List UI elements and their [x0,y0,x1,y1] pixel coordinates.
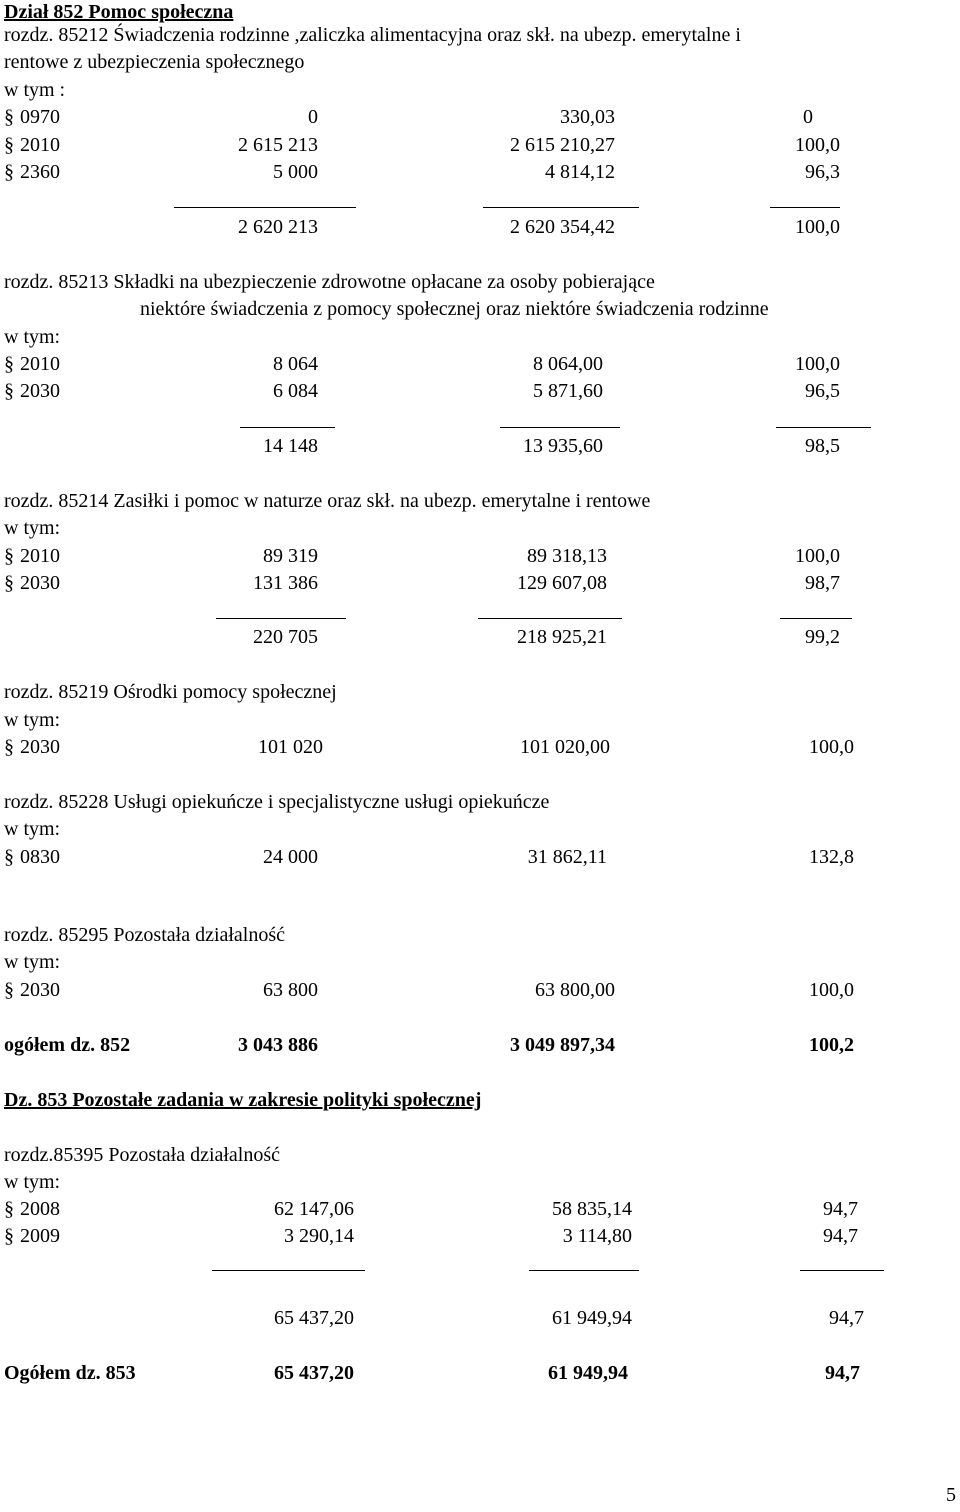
in-which-label: w tym: [4,517,61,539]
percent-cell: 100,0 [809,979,854,1001]
chapter-85213-title-cont: niektóre świadczenia z pomocy społecznej oraz niektóre świadczenia rodzinne [140,298,769,320]
chapter-85212-title: rozdz. 85212 Świadczenia rodzinne ,zaliczka alimentacyjna oraz skł. na ubezp. emerytalne i [4,24,741,46]
paragraph-symbol: § [4,134,14,156]
paragraph-symbol: § [4,1225,14,1247]
plan-cell: 24 000 [263,846,318,868]
execution-cell: 31 862,11 [527,846,607,868]
plan-cell: 89 319 [263,545,318,567]
in-which-label: w tym: [4,709,61,731]
percent-total: 100,0 [795,216,840,238]
paragraph-symbol: § [4,380,14,402]
plan-cell: 3 290,14 [284,1225,354,1247]
in-which-label: w tym: [4,818,61,840]
paragraph-symbol: § [4,1198,14,1220]
execution-total: 13 935,60 [523,435,603,457]
chapter-85228-title: rozdz. 85228 Usługi opiekuńcze i specjalistyczne usługi opiekuńcze [4,791,550,813]
percent-cell: 96,3 [805,161,840,183]
chapter-85212-title-cont: rentowe z ubezpieczenia społecznego [4,51,305,73]
sum-rule [483,207,639,208]
code-cell: 2030 [20,380,60,402]
execution-cell: 8 064,00 [533,353,603,375]
execution-cell: 5 871,60 [533,380,603,402]
sum-rule [216,618,346,619]
percent-grand-total: 94,7 [825,1362,860,1384]
percent-cell: 100,0 [795,134,840,156]
percent-cell: 98,7 [805,572,840,594]
execution-cell: 3 114,80 [562,1225,632,1247]
paragraph-symbol: § [4,353,14,375]
paragraph-symbol: § [4,979,14,1001]
plan-total: 2 620 213 [238,216,318,238]
percent-total: 99,2 [805,626,840,648]
code-cell: 2010 [20,134,60,156]
paragraph-symbol: § [4,736,14,758]
sum-rule [800,1270,884,1271]
code-cell: 0830 [20,846,60,868]
execution-cell: 129 607,08 [517,572,607,594]
plan-cell: 63 800 [263,979,318,1001]
execution-cell: 89 318,13 [527,545,607,567]
percent-cell: 94,7 [823,1198,858,1220]
paragraph-symbol: § [4,106,14,128]
execution-grand-total: 61 949,94 [548,1362,628,1384]
in-which-label: w tym: [4,1171,61,1193]
execution-cell: 2 615 210,27 [510,134,615,156]
sum-rule [780,618,852,619]
plan-cell: 5 000 [273,161,318,183]
sum-rule [212,1270,365,1271]
execution-cell: 330,03 [560,106,615,128]
paragraph-symbol: § [4,545,14,567]
chapter-85395-title: rozdz.85395 Pozostała działalność [4,1144,281,1166]
in-which-label: w tym : [4,79,66,101]
plan-cell: 2 615 213 [238,134,318,156]
sum-rule [240,427,335,428]
percent-cell: 132,8 [809,846,854,868]
plan-grand-total: 3 043 886 [238,1034,318,1056]
execution-cell: 58 835,14 [552,1198,632,1220]
page-number: 5 [946,1484,956,1506]
grand-total-label: ogółem dz. 852 [4,1034,131,1056]
code-cell: 2030 [20,572,60,594]
sum-rule [478,618,622,619]
code-cell: 2008 [20,1198,60,1220]
percent-total: 98,5 [805,435,840,457]
plan-cell: 6 084 [273,380,318,402]
chapter-85213-title: rozdz. 85213 Składki na ubezpieczenie zdrowotne opłacane za osoby pobierające [4,271,655,293]
code-cell: 2030 [20,736,60,758]
in-which-label: w tym: [4,326,61,348]
percent-total: 94,7 [829,1307,864,1329]
chapter-85219-title: rozdz. 85219 Ośrodki pomocy społecznej [4,681,337,703]
code-cell: 2030 [20,979,60,1001]
percent-cell: 100,0 [809,736,854,758]
code-cell: 2010 [20,353,60,375]
plan-grand-total: 65 437,20 [274,1362,354,1384]
percent-grand-total: 100,2 [809,1034,854,1056]
section-heading-853: Dz. 853 Pozostałe zadania w zakresie polityki społecznej [4,1089,482,1111]
plan-cell: 62 147,06 [274,1198,354,1220]
paragraph-symbol: § [4,572,14,594]
execution-total: 61 949,94 [552,1307,632,1329]
chapter-85295-title: rozdz. 85295 Pozostała działalność [4,924,286,946]
paragraph-symbol: § [4,161,14,183]
chapter-85214-title: rozdz. 85214 Zasiłki i pomoc w naturze oraz skł. na ubezp. emerytalne i rentowe [4,490,651,512]
execution-total: 218 925,21 [517,626,607,648]
execution-total: 2 620 354,42 [510,216,615,238]
paragraph-symbol: § [4,846,14,868]
sum-rule [529,1270,639,1271]
sum-rule [770,207,840,208]
code-cell: 2010 [20,545,60,567]
sum-rule [500,427,620,428]
execution-cell: 63 800,00 [535,979,615,1001]
section-heading-852: Dział 852 Pomoc społeczna [4,1,234,23]
in-which-label: w tym: [4,951,61,973]
execution-grand-total: 3 049 897,34 [510,1034,615,1056]
plan-total: 14 148 [263,435,318,457]
grand-total-label: Ogółem dz. 853 [4,1362,136,1384]
percent-cell: 94,7 [823,1225,858,1247]
execution-cell: 4 814,12 [545,161,615,183]
plan-cell: 0 [308,106,318,128]
code-cell: 2009 [20,1225,60,1247]
code-cell: 0970 [20,106,60,128]
plan-total: 220 705 [253,626,318,648]
percent-cell: 100,0 [795,545,840,567]
execution-cell: 101 020,00 [520,736,610,758]
percent-cell: 96,5 [805,380,840,402]
percent-cell: 0 [803,106,813,128]
plan-cell: 101 020 [258,736,323,758]
plan-cell: 131 386 [253,572,318,594]
code-cell: 2360 [20,161,60,183]
plan-cell: 8 064 [273,353,318,375]
sum-rule [776,427,871,428]
plan-total: 65 437,20 [274,1307,354,1329]
sum-rule [174,207,356,208]
percent-cell: 100,0 [795,353,840,375]
